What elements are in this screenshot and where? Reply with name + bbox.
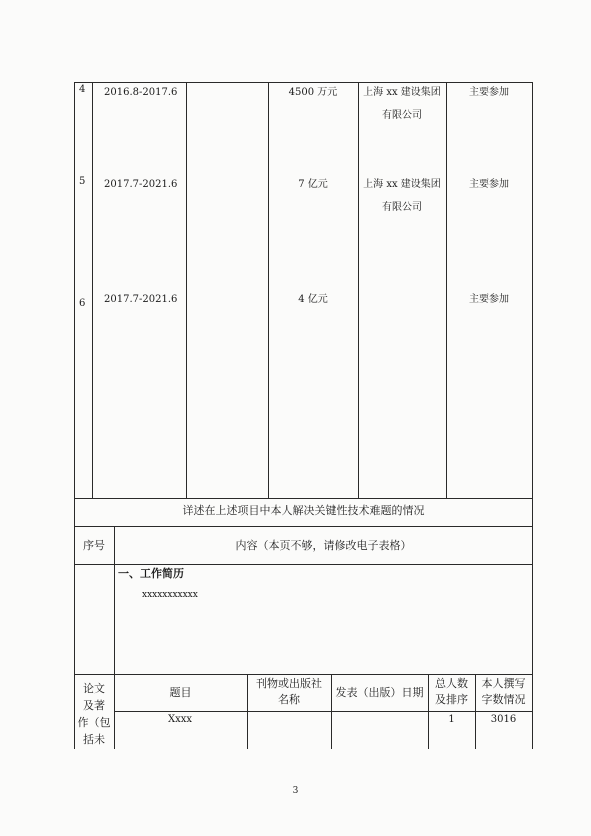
papers-header-authors-line2: 及排序 bbox=[435, 693, 468, 706]
project-period: 2017.7-2021.6 bbox=[104, 179, 178, 190]
col-divider-unit bbox=[446, 82, 447, 498]
papers-header-authors-line1: 总人数 bbox=[435, 677, 468, 690]
papers-header-words-line2: 字数情况 bbox=[481, 693, 526, 706]
key-tech-title: 详述在上述项目中本人解决关键性技术难题的情况 bbox=[182, 504, 425, 517]
project-unit-line2: 有限公司 bbox=[382, 202, 422, 213]
table-right-border bbox=[532, 82, 533, 749]
project-period: 2017.7-2021.6 bbox=[104, 294, 178, 305]
project-unit-line1: 上海 xx 建设集团 bbox=[363, 87, 441, 98]
col-divider-no bbox=[92, 82, 93, 498]
paper-title: Xxxx bbox=[168, 714, 193, 725]
papers-top-border bbox=[74, 674, 533, 675]
papers-header-journal-line2: 名称 bbox=[278, 693, 300, 706]
project-role: 主要参加 bbox=[469, 87, 509, 98]
papers-side-label-1: 论文 bbox=[83, 682, 105, 695]
project-unit-line2: 有限公司 bbox=[382, 110, 422, 121]
papers-side-label-4: 括未 bbox=[83, 733, 105, 746]
section-body: xxxxxxxxxxx bbox=[142, 590, 198, 600]
project-unit-line1: 上海 xx 建设集团 bbox=[363, 179, 441, 190]
col-divider-name bbox=[268, 82, 269, 498]
paper-authors: 1 bbox=[448, 714, 455, 725]
project-amount: 7 亿元 bbox=[298, 179, 328, 190]
papers-side-label-3: 作（包 bbox=[77, 716, 111, 729]
project-no: 6 bbox=[79, 298, 86, 309]
papers-header-title: 题目 bbox=[169, 686, 192, 699]
papers-header-date: 发表（出版）日期 bbox=[335, 686, 424, 699]
project-amount: 4500 万元 bbox=[288, 87, 338, 98]
seq-header-top-border bbox=[74, 526, 533, 527]
project-amount: 4 亿元 bbox=[298, 294, 328, 305]
project-no: 5 bbox=[79, 176, 86, 187]
page-number: 3 bbox=[292, 786, 299, 796]
project-period: 2016.8-2017.6 bbox=[104, 87, 178, 98]
project-role: 主要参加 bbox=[469, 179, 509, 190]
project-role: 主要参加 bbox=[469, 294, 509, 305]
table-top-border bbox=[74, 82, 533, 83]
papers-header-journal-line1: 刊物或出版社 bbox=[256, 677, 322, 690]
papers-header-bottom-border bbox=[114, 711, 533, 712]
col-divider-amount bbox=[358, 82, 359, 498]
key-tech-top-border bbox=[74, 498, 533, 499]
content-top-border bbox=[74, 564, 533, 565]
seq-header: 序号 bbox=[83, 539, 105, 552]
table-left-border bbox=[74, 82, 75, 749]
paper-words: 3016 bbox=[490, 714, 517, 725]
content-header: 内容（本页不够，请修改电子表格） bbox=[235, 539, 412, 552]
papers-header-words-line1: 本人撰写 bbox=[481, 677, 526, 690]
papers-side-label-2: 及著 bbox=[83, 699, 105, 712]
section-heading: 一、工作简历 bbox=[118, 567, 184, 580]
col-divider-period bbox=[186, 82, 187, 498]
project-no: 4 bbox=[79, 84, 86, 95]
